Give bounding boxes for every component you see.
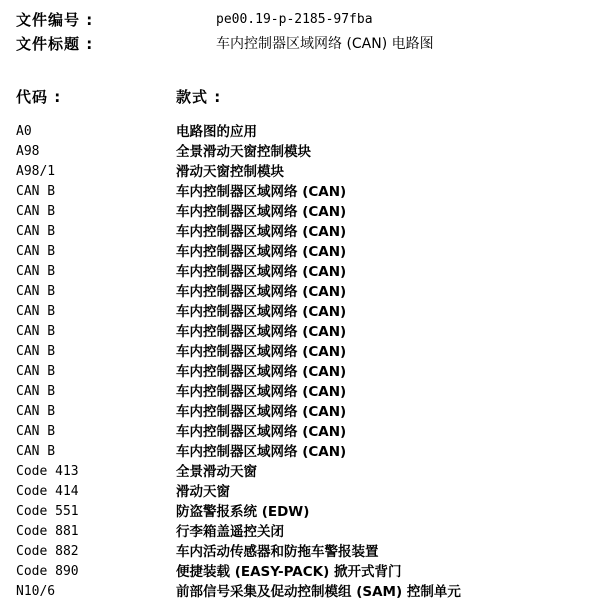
- code-description: 车内控制器区域网络 (CAN): [176, 224, 347, 240]
- code-description: 车内控制器区域网络 (CAN): [176, 304, 347, 320]
- doc-number-row: [16, 9, 373, 29]
- code-description: 车内控制器区域网络 (CAN): [176, 444, 347, 460]
- code-row: [16, 282, 461, 302]
- code-description: 车内控制器区域网络 (CAN): [176, 264, 347, 280]
- code-value: CAN B: [16, 364, 56, 379]
- code-description: 前部信号采集及促动控制模组 (SAM) 控制单元: [176, 584, 461, 600]
- model-column-heading: 款式 :: [176, 88, 222, 106]
- code-description: 防盗警报系统 (EDW): [176, 504, 310, 520]
- code-value: A98/1: [16, 164, 56, 179]
- code-row: [16, 382, 461, 402]
- code-value: CAN B: [16, 204, 56, 219]
- code-description: 便捷装载 (EASY-PACK) 掀开式背门: [176, 564, 402, 580]
- code-description: 车内控制器区域网络 (CAN): [176, 284, 347, 300]
- code-row: [16, 482, 461, 502]
- doc-title-row: [16, 33, 434, 53]
- code-value: CAN B: [16, 404, 56, 419]
- code-description: 车内活动传感器和防拖车警报装置: [176, 544, 379, 560]
- code-description: 车内控制器区域网络 (CAN): [176, 324, 347, 340]
- code-row: [16, 522, 461, 542]
- code-value: N10/6: [16, 584, 56, 599]
- code-description: 全景滑动天窗控制模块: [176, 144, 311, 160]
- code-row: [16, 502, 461, 522]
- code-row: [16, 362, 461, 382]
- code-row: [16, 202, 461, 222]
- code-row: [16, 222, 461, 242]
- code-description: 车内控制器区域网络 (CAN): [176, 244, 347, 260]
- code-value: Code 881: [16, 524, 79, 539]
- code-column-heading: 代码 :: [16, 88, 62, 106]
- code-value: CAN B: [16, 304, 56, 319]
- code-description: 全景滑动天窗: [176, 464, 257, 480]
- code-value: CAN B: [16, 284, 56, 299]
- code-row: [16, 542, 461, 562]
- code-value: Code 882: [16, 544, 79, 559]
- code-row: [16, 122, 461, 142]
- code-description: 车内控制器区域网络 (CAN): [176, 404, 347, 420]
- code-value: CAN B: [16, 264, 56, 279]
- code-row: [16, 562, 461, 582]
- code-value: Code 890: [16, 564, 79, 579]
- code-row: [16, 582, 461, 602]
- code-description: 电路图的应用: [176, 124, 257, 140]
- code-value: CAN B: [16, 184, 56, 199]
- doc-title-value: 车内控制器区域网络 (CAN) 电路图: [216, 36, 434, 52]
- doc-title-label: 文件标题 :: [16, 34, 94, 53]
- code-description: 滑动天窗: [176, 484, 230, 500]
- code-value: CAN B: [16, 444, 56, 459]
- code-description: 车内控制器区域网络 (CAN): [176, 364, 347, 380]
- code-row: [16, 422, 461, 442]
- code-value: Code 551: [16, 504, 79, 519]
- doc-number-value: pe00.19-p-2185-97fba: [216, 11, 373, 27]
- code-value: CAN B: [16, 384, 56, 399]
- code-value: Code 413: [16, 464, 79, 479]
- code-row: [16, 302, 461, 322]
- code-value: Code 414: [16, 484, 79, 499]
- code-value: CAN B: [16, 324, 56, 339]
- doc-number-label: 文件编号 :: [16, 10, 94, 29]
- code-value: CAN B: [16, 344, 56, 359]
- code-row: [16, 442, 461, 462]
- code-description: 车内控制器区域网络 (CAN): [176, 344, 347, 360]
- code-row: [16, 402, 461, 422]
- code-value: CAN B: [16, 224, 56, 239]
- code-row: [16, 142, 461, 162]
- code-row: [16, 242, 461, 262]
- code-row: [16, 462, 461, 482]
- code-value: A0: [16, 124, 32, 139]
- code-value: A98: [16, 144, 40, 159]
- code-row: [16, 322, 461, 342]
- code-row: [16, 262, 461, 282]
- code-row: [16, 182, 461, 202]
- code-value: CAN B: [16, 244, 56, 259]
- code-value: CAN B: [16, 424, 56, 439]
- code-description: 滑动天窗控制模块: [176, 164, 284, 180]
- code-row: [16, 342, 461, 362]
- code-list: [16, 122, 461, 602]
- code-description: 行李箱盖遥控关闭: [176, 524, 284, 540]
- code-description: 车内控制器区域网络 (CAN): [176, 184, 347, 200]
- code-description: 车内控制器区域网络 (CAN): [176, 384, 347, 400]
- code-description: 车内控制器区域网络 (CAN): [176, 204, 347, 220]
- code-description: 车内控制器区域网络 (CAN): [176, 424, 347, 440]
- code-row: [16, 162, 461, 182]
